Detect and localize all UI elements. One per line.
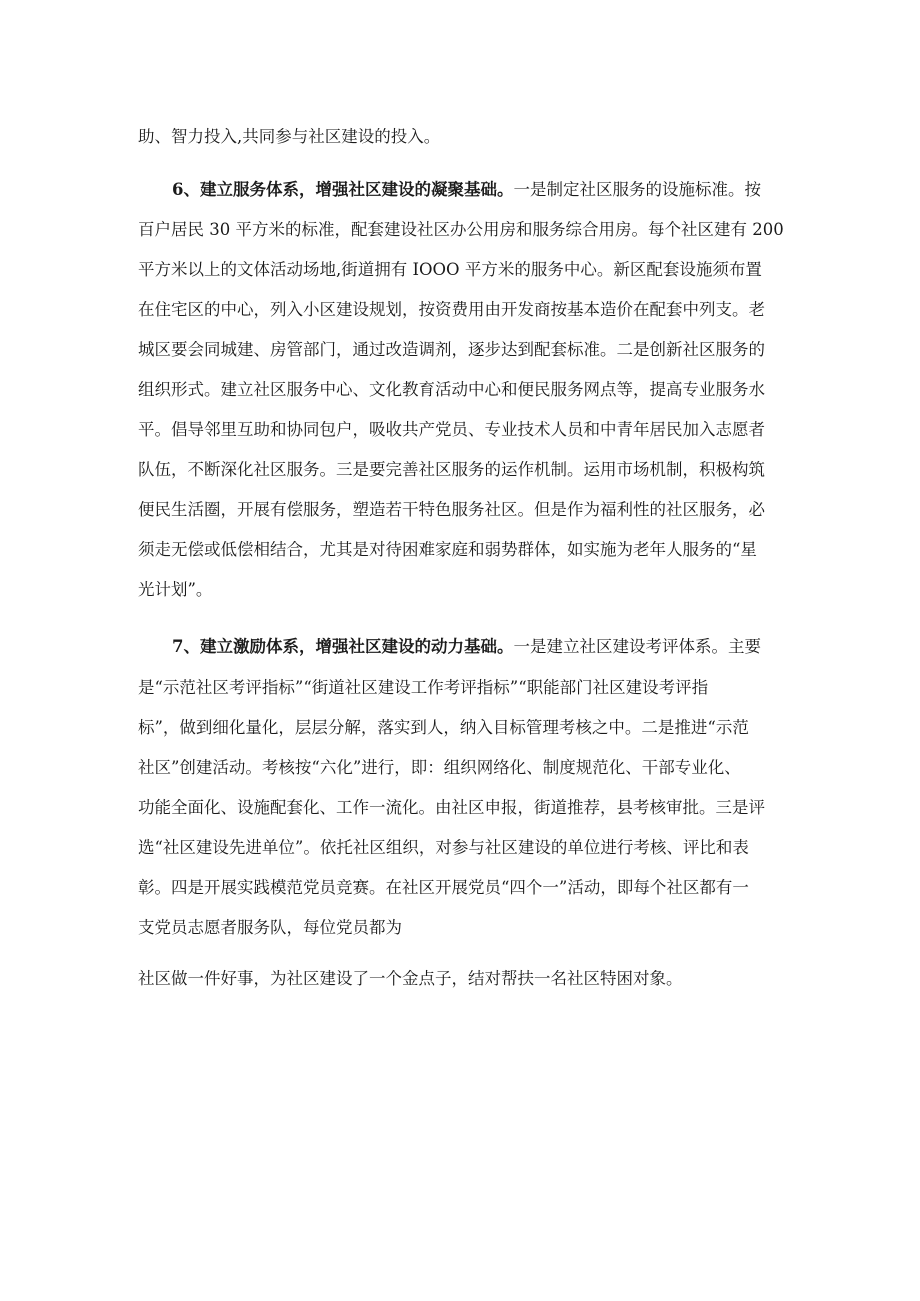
section6-line-8: 便民生活圈，开展有偿服务，塑造若干特色服务社区。但是作为福利性的社区服务，必 — [138, 500, 765, 519]
section6-line-6: 平。倡导邻里互助和协同包户，吸收共产党员、专业技术人员和中青年居民加入志愿者 — [138, 420, 765, 439]
section6-line-7: 队伍，不断深化社区服务。三是要完善社区服务的运作机制。运用市场机制，积极构筑 — [138, 460, 765, 479]
section7-line-1: 是“示范社区考评指标”“街道社区建设工作考评指标”“职能部门社区建设考评指 — [138, 678, 709, 697]
section7-line-3: 社区”创建活动。考核按“六化”进行，即：组织网络化、制度规范化、干部专业化、 — [138, 758, 741, 777]
section7-line-4: 功能全面化、设施配套化、工作一流化。由社区申报，街道推荐，县考核审批。三是评 — [138, 798, 765, 817]
section6-line-2: 平方米以上的文体活动场地,街道拥有 IOOO 平方米的服务中心。新区配套设施须布置 — [138, 260, 762, 279]
section7-line-6: 彰。四是开展实践模范党员竞赛。在社区开展党员“四个一”活动，即每个社区都有一 — [138, 878, 749, 897]
section7-line-5: 选“社区建设先进单位”。依托社区组织，对参与社区建设的单位进行考核、评比和表 — [138, 838, 749, 857]
section7-first-line — [172, 632, 788, 662]
section7-line-2: 标”，做到细化量化，层层分解，落实到人，纳入目标管理考核之中。二是推进“示范 — [138, 718, 749, 737]
section6-heading: 6、建立服务体系，增强社区建设的凝聚基础。 — [172, 180, 514, 199]
section6-line-5: 组织形式。建立社区服务中心、文化教育活动中心和便民服务网点等，提高专业服务水 — [138, 380, 765, 399]
section6-line-4: 城区要会同城建、房管部门，通过改造调剂，逐步达到配套标准。二是创新社区服务的 — [138, 340, 765, 359]
section7-line-8: 社区做一件好事，为社区建设了一个金点子，结对帮扶一名社区特困对象。 — [138, 969, 683, 988]
section6-line-1: 百户居民 30 平方米的标准，配套建设社区办公用房和服务综合用房。每个社区建有 200 — [138, 220, 784, 239]
section7-line-7: 支党员志愿者服务队，每位党员都为 — [138, 918, 402, 937]
section6-first-line — [172, 175, 788, 205]
section6-line-3: 在住宅区的中心，列入小区建设规划，按资费用由开发商按基本造价在配套中列支。老 — [138, 300, 765, 319]
paragraph-carryover-line: 助、智力投入,共同参与社区建设的投入。 — [138, 127, 441, 146]
section7-heading: 7、建立激励体系，增强社区建设的动力基础。 — [172, 637, 514, 656]
section6-line-10: 光计划”。 — [138, 580, 213, 599]
section6-line-9: 须走无偿或低偿相结合，尤其是对待困难家庭和弱势群体，如实施为老年人服务的“星 — [138, 540, 757, 559]
section7-line-0: 一是建立社区建设考评体系。主要 — [513, 637, 761, 656]
section6-line-0: 一是制定社区服务的设施标准。按 — [513, 180, 761, 199]
